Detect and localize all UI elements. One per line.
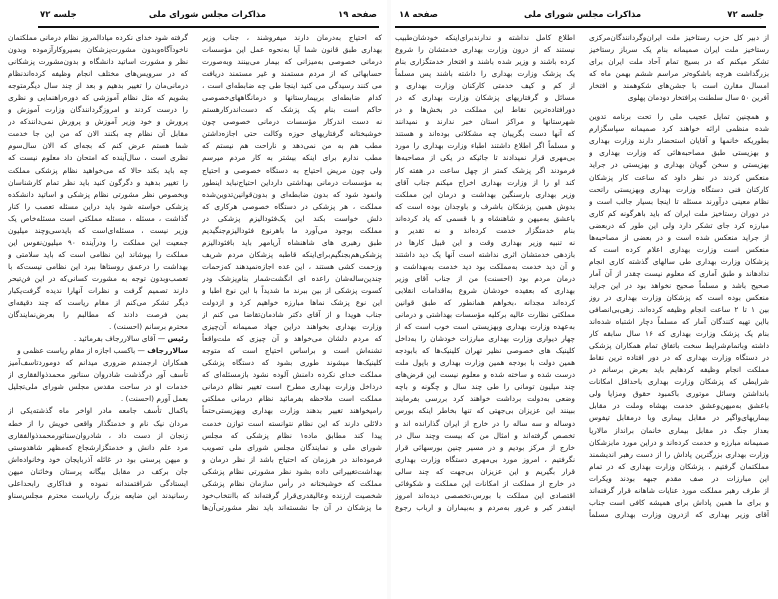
text-line: گذاشت ، مسئله ، مسئله مملکتی است مسئله‌خاص یک	[8, 213, 188, 223]
text-line: درمانی‌مان را تغییر بدهیم و بعد از چند سال دیگرمتوجه	[8, 81, 188, 91]
text-line: به مؤسسات درمانی بهداشتی دارد‌این احتیاج‌نباید اینطور	[202, 177, 382, 187]
text-line: خدمات او در ساحت مقدس مجلس شورای ملی‌تجلیل	[8, 382, 188, 392]
text-line: نگرفتیم ، امروز مورد بی‌مهری دستگاه وزارت بهداری	[395, 454, 575, 464]
speaker-name: سالاررجاف	[147, 346, 188, 356]
text-line: دیگر تشکر می‌کنم از مقام ریاست که چند دقیقه‌ای	[8, 298, 188, 308]
text-line: که در سرویس‌های مختلف انجام وظیفه کرده‌اندنظام	[8, 69, 188, 79]
text-line: بین ۱ تا ۲ ساعت انجام وظیفه کرده‌اند. زهی‌بی‌انصافی	[589, 305, 769, 315]
text-line: دوساله و سه ساله را در خارج از ایران گذارانده اند و	[395, 418, 575, 428]
text-line: درمان مردم بود (احسنت) من از جناب آقای وزیر	[395, 273, 575, 283]
speaker-separator: —	[155, 334, 168, 344]
text-line: کرده باشند و وزیر شده باشند و افتخار خدمتگزاری بنام	[395, 57, 575, 67]
text-line: باعشق به‌میهن و شاهنشاه و با قسمی که یاد کرده‌اند	[395, 213, 575, 223]
text-line: بنام یک پزشک وزارت بهداری که ۱۶ سال سابقه کار	[589, 329, 769, 339]
text-line: طبق رهبری های شاهنشاه آریامهر باید بافئودالیزم	[202, 237, 382, 247]
right-page	[391, 0, 778, 599]
text-line: فرموده‌اند در هرزمان که احتیاج باشد از نظر درمان و	[202, 454, 382, 464]
text-line: را درست کردند و امروزگردانندگان وزارت آموزش و	[8, 105, 188, 115]
text-column	[395, 32, 575, 514]
text-line: ناخودآگاه‌وبدون مشورت‌پزشکان بصیروکارآزموده وبدون	[8, 45, 188, 55]
text-line: و همچنین تمایل عجیب ملی را تحت برنامه تدوین	[589, 112, 769, 122]
text-line: زنجان از دست داد ، شادروان‌سناتورمحمدذوالفقاری	[8, 430, 188, 440]
text-line: و مسلماً اگر اطلاع داشتند اطباء وزارت بهداری را مورد	[395, 141, 575, 151]
text-line: مقابل آن نظام چه بکنند الان که من این جا خدمت	[8, 129, 188, 139]
text-line: مطب ندارم برای اینکه بیشتر به کار مردم میرسم	[202, 153, 382, 163]
text-line: نظام معینی درآورند مسئله تا اینجا بسیار جالب است و	[589, 196, 769, 206]
text-line: را تغییر بدهید و دگرگون کنید باید نظر تمام کارشناسان	[8, 177, 188, 187]
text-line: کرده‌اند مجدانه ،بخواهم همانطور که طبق قوانین	[395, 298, 575, 308]
text-line: وزیر نیست ، مسئله‌ای‌است که بایدسی‌وچند میلیون	[8, 225, 188, 235]
text-column	[589, 32, 769, 521]
text-line: از دبیر کل حزب رستاخیز ملت ایران‌وگردانندگان‌مرکزی	[589, 33, 769, 42]
text-column	[202, 32, 382, 514]
text-line: صحیح باشد و مسلماً صحیح نخواهد بود در این جراید	[589, 280, 769, 290]
text-line: درمانی خصوصی به‌میزانی که بیمار می‌بینند وبه‌صورت	[202, 57, 382, 67]
left-page-header	[40, 8, 377, 22]
text-line: مرد علم دانش و خدمتگزارشجاع که‌مظهر شاهدوستی	[8, 442, 188, 452]
session-number: جلسه ۷۲	[40, 10, 77, 20]
text-line: بهداری که بعقیده خودشان شروع به‌اقدامات انقلابی	[395, 285, 575, 295]
text-line: مملکت که خوشبختانه در رأس سازمان نظام پزشکی	[202, 478, 382, 488]
text-line: باعشق به‌میهن‌وعشق خدمت بهشاه وملت در مقابل	[589, 401, 769, 411]
text-line: قرار بگیریم و این عزیزان بی‌جهت که چند سالی	[395, 466, 575, 476]
text-line: دارند تصمیم گرفت و نظرات آنهارا ندیده گرفت‌یکبار	[8, 285, 188, 295]
text-line: شده منظمی ارائه خواهند کرد صمیمانه سپاسگزارم	[589, 124, 769, 134]
text-line: ندادهاند و طبق آماری که معلوم نیست چقدر از آن آمار	[589, 268, 769, 278]
text-line: ما پزشکان در آن جا نشسته‌اند باید نظر مشورتی‌آن‌ها	[202, 502, 382, 512]
text-line: منعکس بوده است که پزشکان وزارت بهداری در روز	[589, 292, 769, 302]
text-line: تشنه‌اش است و براساس احتیاج است که متوجه	[202, 346, 382, 356]
text-line: و آن دید خدمت به‌مملکت بود دید خدمت به‌بهداشت و	[395, 261, 575, 271]
text-line: وزارت بهداری بخواهند دراین جهاد صمیمانه آن‌چیزی	[202, 322, 382, 332]
text-line: بعداز جنگ در مقابل بیماری خانمان برانداز مالاریا	[589, 425, 769, 435]
text-line: دلش خواست بکند این یک‌فئودالیزم پزشکی در	[202, 213, 382, 223]
text-line: که مردم دلشان می‌خواهد و آن چیزی که ملت‌واقعاً	[202, 334, 382, 344]
text-line: آفرین ۵۰ سال سلطنت پرافتخار دودمان پهلوی	[627, 93, 769, 103]
text-line: در دستگاه وزارت بهداری که در دور افتاده ترین نقاط	[589, 353, 769, 363]
text-line: کارکنان فنی دستگاه وزارت بهداری وبهزیستی راتحت	[589, 184, 769, 194]
text-line: این نوع پزشک نماها مبارزه خواهیم کرد و ازدولت	[202, 298, 382, 308]
text-line: اقتصادی این مملکت با بورس،تخصصی دیده‌اند امروز	[395, 490, 575, 500]
text-line: فرمودند اگر پزشک کمتر از چهل ساعت در هفته کار	[395, 165, 575, 175]
header-rule	[38, 26, 379, 28]
text-line: امسال مقارن است با جشن‌های شکوهمند و افتخار	[589, 81, 769, 91]
speaker-text: باکسب اجازه از مقام ریاست عظمی و	[17, 346, 136, 356]
speaker-line	[8, 345, 188, 357]
text-line: می کنند رسیدگی می کنید اینجا طی چه ضابطه‌ای است ،	[202, 81, 382, 91]
right-page-header	[399, 8, 764, 22]
text-line: کدام ضابطه‌ای بربیمارستانها و درمانگاههای‌خصوصی	[202, 93, 382, 103]
text-line: چهار دیواری وزارت بهداری مبارزات خودشان را به‌داخل	[395, 334, 575, 344]
text-line: ایستادگی شرافتمندانه نموده و فداکاری رابحداعلی	[8, 478, 188, 488]
text-line: دورافتاده‌ترین نقاط این مملکت در بخش‌ها و در	[395, 105, 575, 115]
text-line: جمعیت این مملکت را ودرآینده ۹۰ میلیون‌نفوس این	[8, 237, 188, 247]
text-line: بمن فرصت دادند که مطالبم را بعرض‌نمایندگان	[8, 310, 188, 320]
text-line: نه تنبیه وزیر بهداری وقت و این قبیل کارها در	[395, 237, 575, 247]
publication-title: مذاکرات مجلس شورای ملی	[148, 10, 266, 20]
text-line: که احتیاج به‌درمان دارند میفروشند ، جناب وزیر	[202, 33, 382, 42]
text-line: مملکت انجام وظیفه کردهایم باید بعرض برسانم در	[589, 365, 769, 375]
text-line: ولی چون مریض احتیاج به دستگاه خصوصی و احتیاج	[202, 165, 382, 175]
text-line: چه باید بکند حالا که می‌خواهید نظام پزشکی مملکت	[8, 165, 188, 175]
text-line: بهداشت‌تغییراتی داده بشود نظر مشورتی نظام پزشکی	[202, 466, 382, 476]
text-line: دلائلی دارند که این نظام نتوانسته است توازن خدمت	[202, 418, 382, 428]
text-line: شورای ملی و نمایندگان مجلس شورای ملی تصویب	[202, 442, 382, 452]
paragraph-gap	[589, 104, 769, 111]
text-line: شرایطی که پزشکان وزارت بهداری باحداقل امکانات	[589, 377, 769, 387]
text-line: کلینیک های خصوصی نظیر تهران کلینیک‌ها که بابودجه	[395, 346, 575, 356]
text-line: همکاران ارجمندم ضروری میدانم که دوموردتاسف‌آمیز	[8, 358, 188, 368]
text-line: که آنها دست بگریبان چه مشکلاتی بوده‌اند و هستند	[395, 129, 575, 139]
text-line: بهزیستی و سخن گویان بهداری و بهزیستی در جراید	[589, 160, 769, 170]
text-line: تأسف آور درگذشت شادروان سناتور محمدذوالفقاری از	[8, 370, 188, 380]
speaker-text: آقای سالاررجاف بفرمائید .	[73, 334, 156, 344]
text-line: در دوران رستاخیز ملت ایران که باید باهرگونه کم کاری	[589, 208, 769, 218]
text-line: بزرگداشت هرچه باشکوه‌تر مراسم ششم بهمن ماه که	[589, 69, 769, 79]
text-line: بازدهی خدمتشان اثری نداشته است آنها یک دید داشتند	[395, 249, 575, 259]
text-line: حسابهائی که از مردم مستمند و غیر مستمند دریافت	[202, 69, 382, 79]
text-line: وزحمت کشی هستند ، این عده اجازه‌نمیدهند که‌زحمات	[202, 261, 382, 271]
text-line: بعمل آورم (احسنت) .	[120, 394, 188, 404]
publication-title: مذاکرات مجلس شورای ملی	[524, 10, 642, 20]
text-line: مطب هم به من نمی‌دهد و ناراحت هم نیستم که	[202, 141, 382, 151]
text-line: مملکت ، هر پزشکی در دستگاه خصوصی هرکاری که	[202, 201, 382, 211]
text-line: شما هستم عرض کنم که بجه‌ای که الان سال‌سوم	[8, 141, 188, 151]
text-line: شهرستانها و مراکز استان خبر ندارند و نمیدانند	[395, 117, 575, 127]
text-line: حاکم است بنام یک پزشک که دست‌اندرکارهستم	[202, 105, 382, 115]
left-page	[0, 0, 387, 599]
text-line: گرفته شود خدای نکرده میادالمروز نظام درمانی مملکتمان	[8, 33, 188, 42]
text-line: درداخل وزارت بهداری مطرح است تغییر نظام درمانی	[202, 382, 382, 392]
text-line: کند او را از وزارت بهداری اخراج میکنم جناب آقای	[395, 177, 575, 187]
text-line: بدوش همین پزشکان باشرف و باوجدان بوده است که	[395, 201, 575, 211]
text-line: پزشکی‌هم‌بجنگیم‌برای‌اینکه قاطبه پزشکان مردم شریف	[202, 249, 382, 259]
text-line: رستاخیز ملت ایران صمیمانه بنام یک سرباز رستاخیز	[589, 45, 769, 55]
text-line: و میهن پرستی بود در غائله آذربایجان خود وخانواده‌اش	[8, 454, 188, 464]
speaker-line	[8, 333, 188, 345]
text-line: بانداشتن وسائل موتوری باکمبود حقوق ومزایا ولی	[589, 389, 769, 399]
text-line: تخصص گرفته‌اند و امثال من که بیست وچند سال در	[395, 430, 575, 440]
text-line: بااین تهیه کنندگان آمار که مسلماً دچار اشتباه شده‌اند	[589, 317, 769, 327]
text-line: از جراید منعکس شده است و در بعضی از مصاحبه‌ها	[589, 232, 769, 242]
text-line: آقای وزیر بهداری که ازدرون وزارت بهداری مسلماً	[589, 509, 769, 519]
text-line: پزشکان وزارت بهداری طی سالهای گذشته کاری انجام	[589, 256, 769, 266]
text-line: داشته وباتمام‌شرایط سخت باتفاق تمام همکاران پزشکی	[589, 341, 769, 351]
text-line: خارج از مرکز بودیم و در مسیر چنین بورسهائی قرار	[395, 442, 575, 452]
text-line: مملکت است ملاحظه بفرمائید نظام درمانی مملکتی	[202, 394, 382, 404]
text-line: درست شده و ساخته شده و معلوم نیست این قرض‌های	[395, 370, 575, 380]
text-line: مملکت را بپوشاند این نظامی است که باید سلامتی و	[8, 249, 188, 259]
text-line: چندین‌ساله‌شان راعده ای انگشت‌شمار بنام‌پزشک ودر	[202, 273, 382, 283]
text-line: بی‌مهری قرار نمیدادند تا جائیکه در یکی از مصاحبه‌ها	[395, 153, 575, 163]
text-line: بیماریهای‌واگیر در مقابل بیماری وبا درمقابل تیفوس	[589, 413, 769, 423]
page-number: صفحه ۱۹	[338, 10, 377, 20]
speaker-name: رئیس	[167, 334, 188, 344]
text-line: وضعی به‌دولت برداشت خواهند کرد بررسی بفرمایند	[395, 394, 575, 404]
text-line: شخصیت ارزنده وعالیقدری‌قرار گرفته‌اند که باانتخاب‌خود	[202, 490, 382, 500]
text-line: مردان نیک نام و خدمتگذار واقعی خویش را از خطه	[8, 418, 188, 428]
text-line: ببینند این عزیزان بی‌جهتی که تنها بخاطر اینکه بورس	[395, 406, 575, 416]
text-line: از کم و کیف خدمتی کارکنان وزارت بهداری و	[395, 81, 575, 91]
text-line: صمیمانه مبارزه و خدمت کرده‌اند و دراین مورد مابزشکان	[589, 437, 769, 447]
text-line: کلینیک‌ها میشوند طوری بشود که دستگاه پزشکی	[202, 358, 382, 368]
text-line: بهداری طبق قانون شما آیا به‌نحوه عمل این مؤسسات	[202, 45, 382, 55]
text-line: یک پزشک وزارت بهداری را داشته باشند پس مسلماً	[395, 69, 575, 79]
text-line: نظر و مشورت اساتید دانشگاه و بدون‌مشورت پزشکانی	[8, 57, 188, 67]
text-line: وزیر بهداری بارسنگین بهداشت و درمان این مملکت	[395, 189, 575, 199]
text-line: تشکر میکنم که در بسیج تمام آحاد ملت ایران برای	[589, 57, 769, 67]
text-line: این مبارزات در صف مقدم جبهه بودند ویکرات	[589, 473, 769, 483]
text-line: باکمال تأسف جامعه مادر اواخر ماه گذشته‌یکی از	[8, 406, 188, 416]
text-line: کسوت پزشکی از بین ببرند ما شدیداً با این نوع اطبا و	[202, 285, 382, 295]
text-line: از طرف رهبر مملکت مورد عنایات شاهانه قرار گرفته‌اند	[589, 485, 769, 495]
text-line: پرورش و خود وزیر آموزش و پرورش نمی‌دانند‌که در	[8, 117, 188, 127]
text-line: خوشبختانه گرفتاریهای حوزه وکالت حتی اجازه‌داشتن	[202, 129, 382, 139]
text-line: مملکتی نظارت عالیه برکلیه مؤسسات بهداشتی و درمانی	[395, 310, 575, 320]
header-rule	[395, 26, 766, 28]
text-line: بهداشت را درعمق روستاها ببرد این نظامی نیست‌که با	[8, 261, 188, 271]
text-line: اینقدر کبر و غرور به‌مردم و به‌بیماران و ارباب رجوع	[395, 502, 575, 512]
text-line: مملکت بوجود می‌آورد ما باهرنوع فئودالیزم‌جنگیدیم	[202, 225, 382, 235]
text-line: بنام خدمتگزار خدمت کرده‌اند و نه تقدیر و	[395, 225, 575, 235]
text-line: در خارج از مملکت از امکانات این مملکت و شکوفائی	[395, 478, 575, 488]
text-line: پیدا کند مطابق ماده۱ نظام پزشکی که مجلس	[202, 430, 382, 440]
text-line: وزارت بهداری بزرگترین پاداش را از دست رهبر انديشمند	[589, 449, 769, 459]
text-line: و بهزیستی طبق مصاحبه‌هائی که وزارت بهداری و	[589, 148, 769, 158]
text-line: نیستند که از درون وزارت بهداری خدمتشان را شروع	[395, 45, 575, 55]
text-column	[8, 32, 188, 502]
text-line: مسائل و گرفتاریهای پزشکان وزارت بهداری که در	[395, 93, 575, 103]
text-line: پزشکی خواسته شود باید دراین مسئله تعصب را کنار	[8, 201, 188, 211]
text-line: جان برکف در مقابل بیگانه پرستان وخائنان میهن	[8, 466, 188, 476]
text-line: رسانیدند این ضایعه بزرگ راریاست محترم مجلس‌سناو	[8, 490, 188, 500]
text-line: چند میلیون تومانی را طی چند سال و چگونه و باچه	[395, 382, 575, 392]
text-line: منعکس کردند در نظر داود که ساعت کار پزشکان	[589, 172, 769, 182]
text-line: به‌عهده وزارت بهداری وبهزیستی است خوب است که از	[395, 322, 575, 332]
session-number: جلسه ۷۲	[727, 10, 764, 20]
text-line: رامیخواهند تغییر بدهند وزارت بهداری وبهزیستی‌حتماً	[202, 406, 382, 416]
text-line: محترم برسانم (احسنت) .	[108, 322, 188, 332]
text-line: همین دولت با بودجه همین وزارت بهداری و باپول ملت	[395, 358, 575, 368]
text-line: مملکت خدای نکرده دامنش آلوده نشود بازمسئله‌ای که	[202, 370, 382, 380]
speaker-separator: —	[135, 346, 148, 356]
text-line: مملکتمان گرفتیم ، پزشکان وزارت بهداری که در تمام	[589, 461, 769, 471]
text-line: وبخصوص نظر مشورتی نظام پزشکی و اساتید دانشکده	[8, 189, 188, 199]
page-number: صفحه ۱۸	[399, 10, 438, 20]
text-line: جناب هویدا و از آقای دکتر شادمان‌تقاضا می کنم از	[202, 310, 382, 320]
text-line: بشویم که مثل نظام آموزشی که دوره‌راهنمایی و نظری	[8, 93, 188, 103]
text-line: منعکس است وزارت بهداری اعلام کرده است که	[589, 244, 769, 254]
text-line: وانمود شود که بدون ضابطه‌ای و بدون‌قوانین‌تدوین‌شده	[202, 189, 382, 199]
text-line: اطلاع کامل نداشته و ندارندبرای‌اینکه خودشان‌طبیب	[395, 33, 575, 42]
text-line: نظری است ، سال‌آینده که امتحان داد معلوم نیست که	[8, 153, 188, 163]
text-line: و برای ما همین پاداش برای همیشه کافی است جناب	[589, 497, 769, 507]
text-line: نه دست اندرکار مؤسسات درمانی خصوصی چون	[202, 117, 382, 127]
text-line: مبارزه کرد جای تشکر دارد ولی این طور که دربعضی	[589, 220, 769, 230]
text-line: تعصب‌وبدون توجه به مشورت کسانی‌که در این فن‌تبحر	[8, 273, 188, 283]
text-line: بطوریکه خانمها و آقایان استحضار دارند وزارت بهداری	[589, 136, 769, 146]
